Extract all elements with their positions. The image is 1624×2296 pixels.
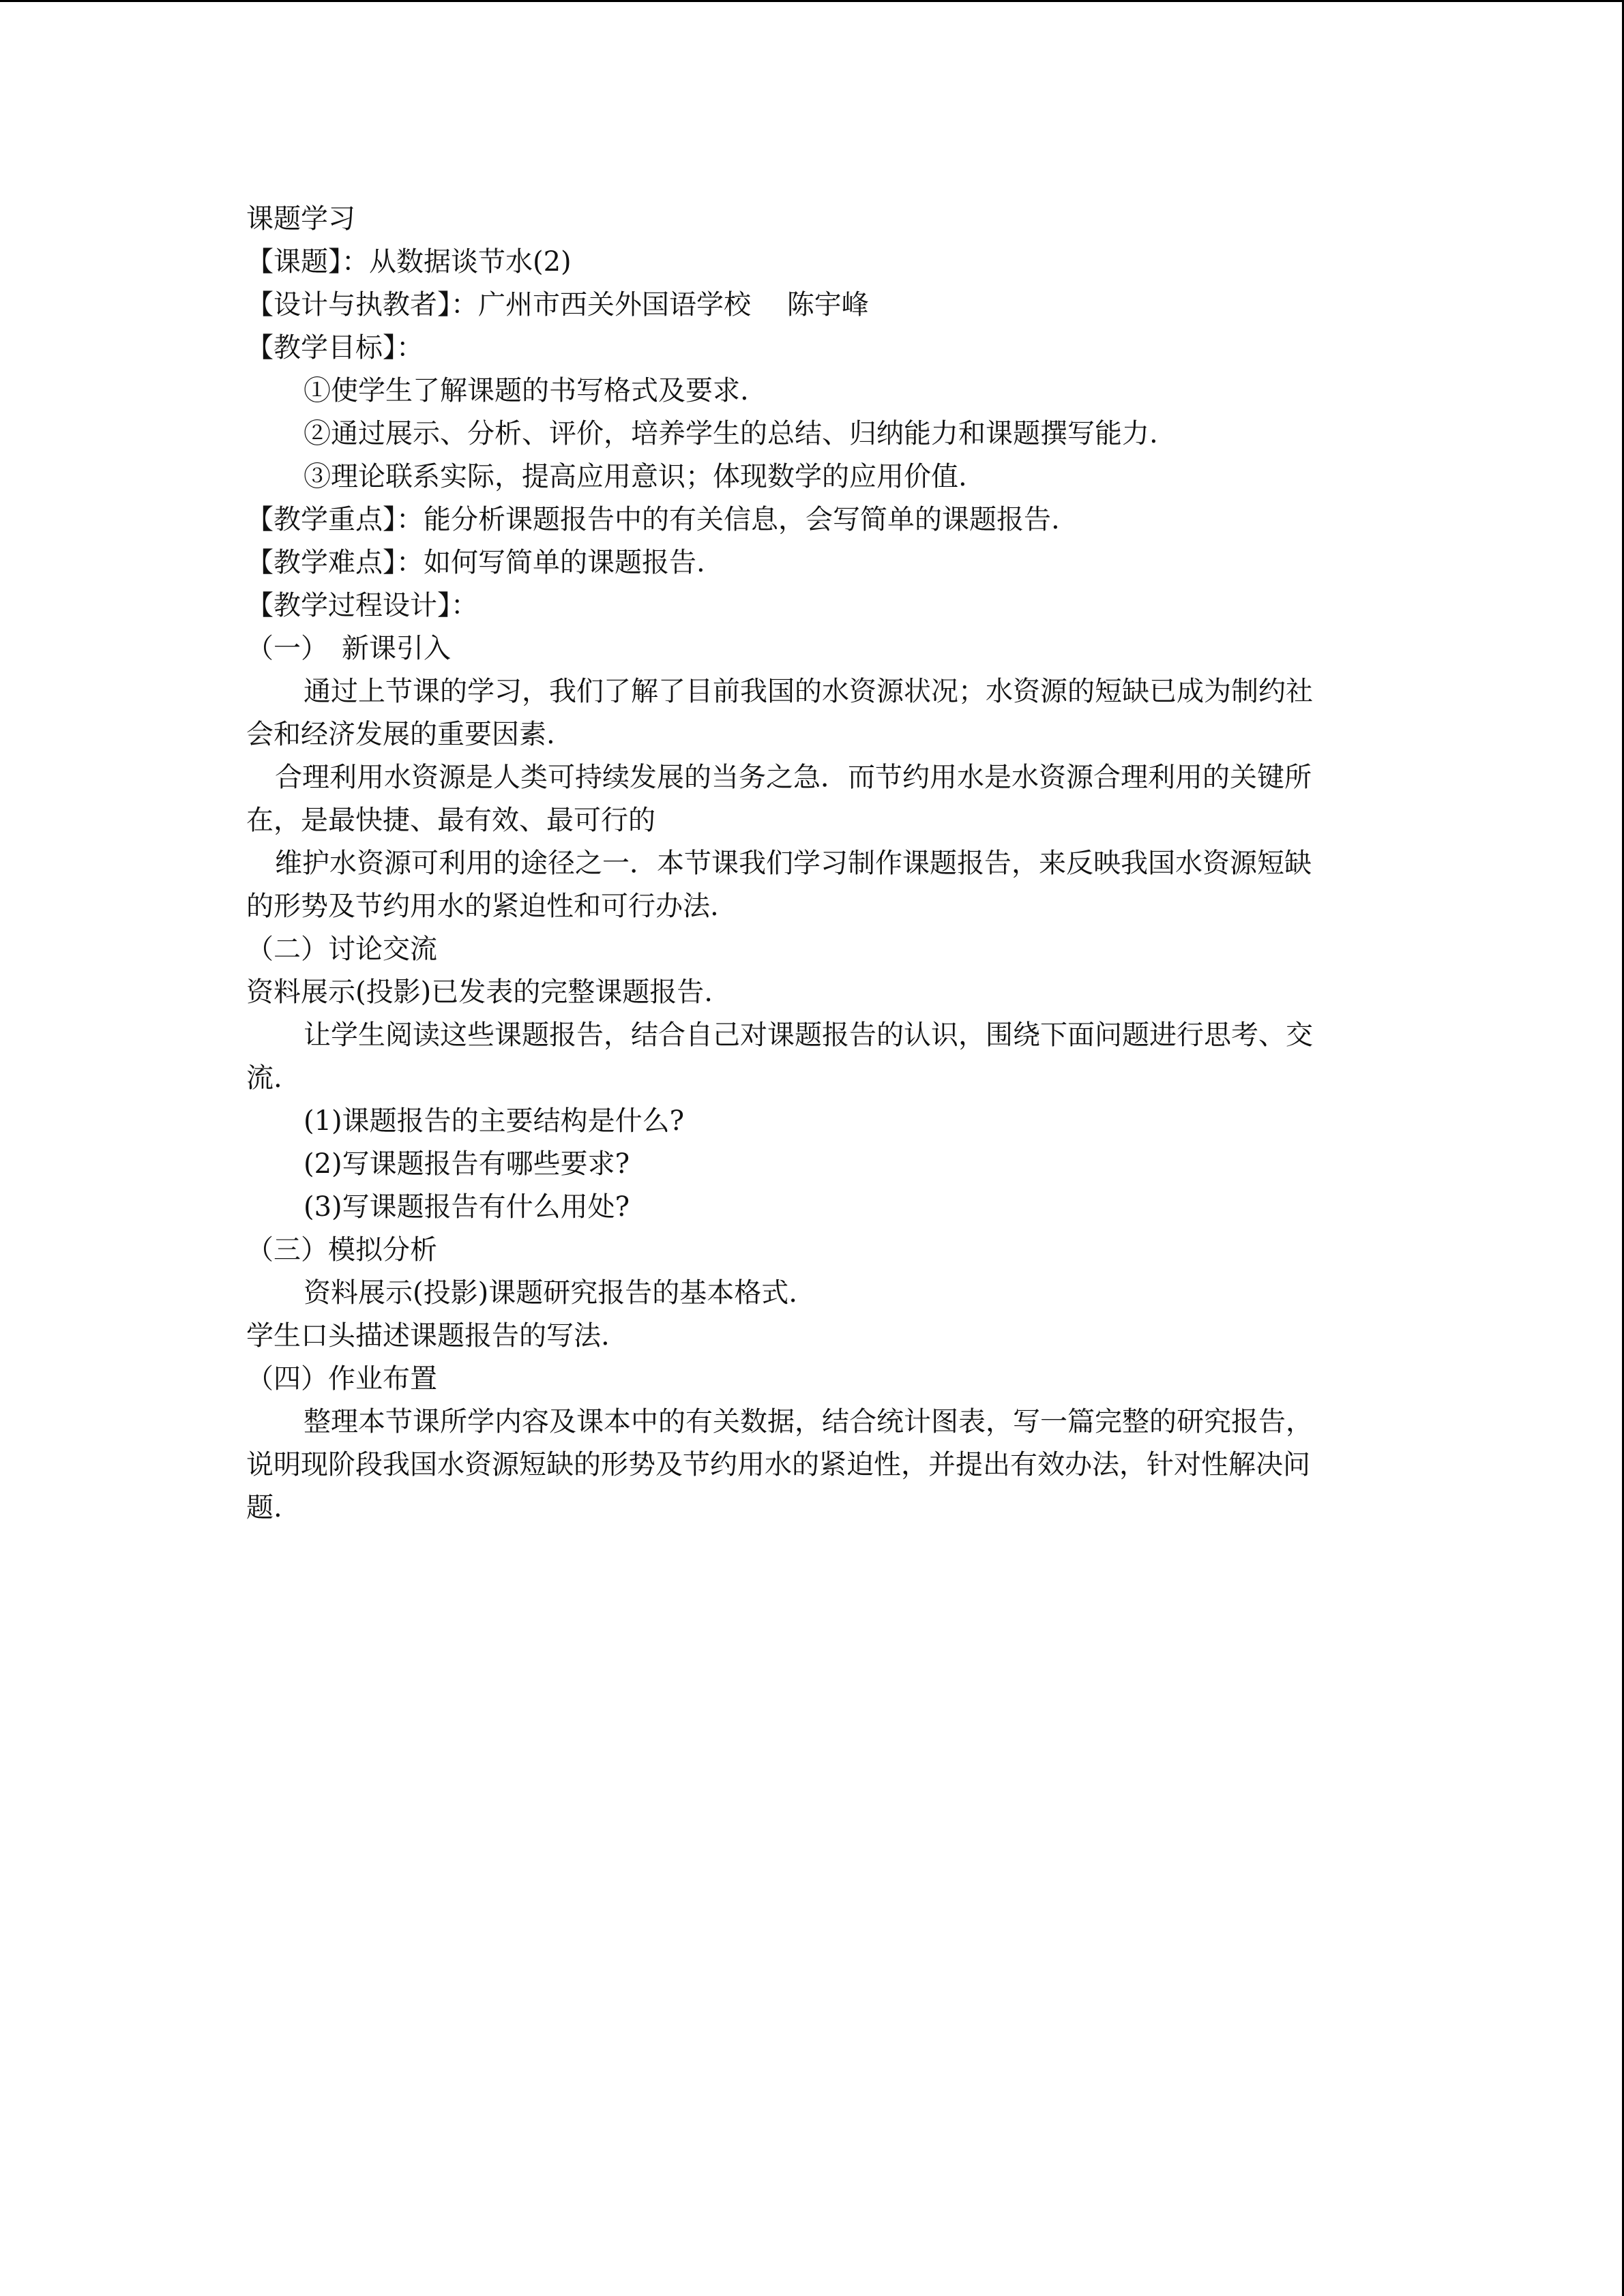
difficulty-line: 【教学难点】：如何写简单的课题报告. — [246, 547, 705, 578]
process-header: 【教学过程设计】： — [246, 590, 478, 621]
section2-intro: 让学生阅读这些课题报告，结合自己对课题报告的认识，围绕下面问题进行思考、交 — [304, 1019, 1313, 1051]
section1-paragraph: 的形势及节约用水的紧迫性和可行办法. — [246, 891, 719, 922]
designer-line: 【设计与执教者】：广州市西关外国语学校 陈宇峰 — [246, 289, 869, 320]
question-item: (3)写课题报告有什么用处? — [304, 1191, 630, 1223]
section1-heading: （一） 新课引入 — [246, 633, 451, 664]
document-title: 课题学习 — [246, 203, 355, 235]
section2-heading: （二）讨论交流 — [246, 934, 437, 965]
section1-paragraph: 维护水资源可利用的途径之一．本节课我们学习制作课题报告，来反映我国水资源短缺 — [275, 848, 1312, 879]
section4-text: 整理本节课所学内容及课本中的有关数据，结合统计图表，写一篇完整的研究报告， — [304, 1406, 1313, 1437]
question-item: (2)写课题报告有哪些要求? — [304, 1148, 630, 1180]
objective-item: ①使学生了解课题的书写格式及要求. — [304, 375, 749, 406]
section4-text: 题. — [246, 1492, 282, 1523]
document-body — [246, 198, 1372, 1530]
section2-material: 资料展示(投影)已发表的完整课题报告. — [246, 976, 713, 1008]
objectives-header: 【教学目标】： — [246, 332, 424, 363]
section1-paragraph: 在，是最快捷、最有效、最可行的 — [246, 805, 655, 836]
section4-heading: （四）作业布置 — [246, 1363, 437, 1395]
section4-text: 说明现阶段我国水资源短缺的形势及节约用水的紧迫性，并提出有效办法，针对性解决问 — [246, 1449, 1310, 1480]
section2-intro: 流. — [246, 1062, 282, 1094]
question-item: (1)课题报告的主要结构是什么? — [304, 1105, 685, 1137]
topic-line: 【课题】：从数据谈节水(2) — [246, 246, 572, 278]
objective-item: ③理论联系实际，提高应用意识；体现数学的应用价值. — [304, 461, 967, 492]
section3-material: 资料展示(投影)课题研究报告的基本格式. — [304, 1277, 797, 1309]
section1-paragraph: 合理利用水资源是人类可持续发展的当务之急．而节约用水是水资源合理利用的关键所 — [275, 762, 1312, 793]
section1-paragraph: 通过上节课的学习，我们了解了目前我国的水资源状况；水资源的短缺已成为制约社 — [304, 676, 1313, 707]
section3-heading: （三）模拟分析 — [246, 1234, 437, 1266]
section1-paragraph: 会和经济发展的重要因素. — [246, 719, 555, 750]
key-point-line: 【教学重点】：能分析课题报告中的有关信息，会写简单的课题报告. — [246, 504, 1060, 535]
objective-item: ②通过展示、分析、评价，培养学生的总结、归纳能力和课题撰写能力. — [304, 418, 1158, 449]
section3-student: 学生口头描述课题报告的写法. — [246, 1320, 610, 1352]
